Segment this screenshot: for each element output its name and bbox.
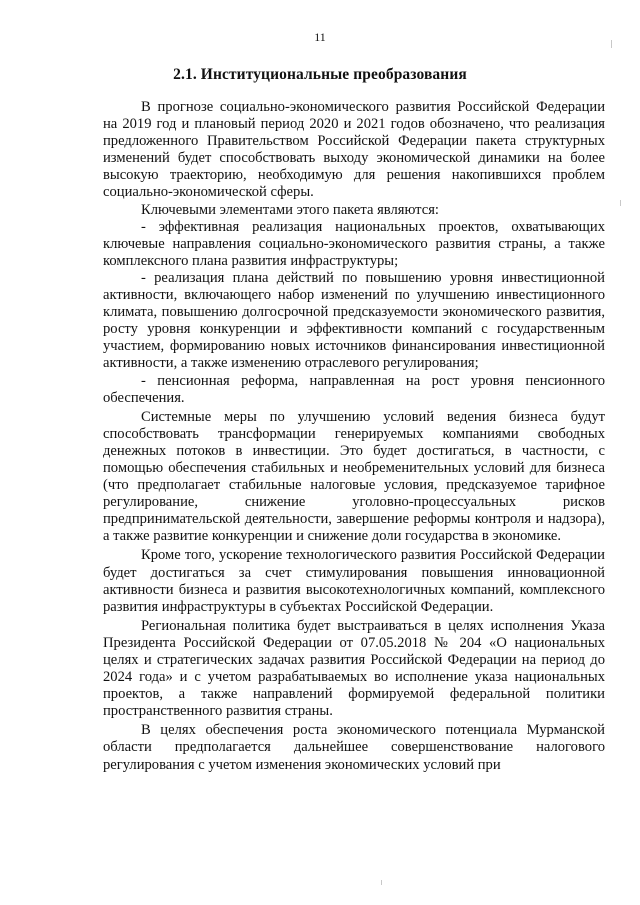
scan-mark <box>611 40 612 48</box>
paragraph: Ключевыми элементами этого пакета являются: <box>141 201 439 218</box>
paragraph: Системные меры по улучшению условий ведения бизнеса будут способствовать трансформации генерируемых компаниями свободных денежных потоков в инвестиции. Это будет достигаться, в частности, с помощью обеспечения стабильных и необременительных условий для бизнеса (что предполагает стабильные налоговые условия, предсказуемое тарифное регулирование, снижение уголовно-процессуальных рисков предпринимательской деятельности, завершение реформы контроля и надзора), а также развитие конкуренции и снижение доли государства в экономике. <box>103 408 605 545</box>
page-number: 11 <box>314 30 326 44</box>
scan-mark <box>381 880 382 885</box>
list-item: - пенсионная реформа, направленная на рост уровня пенсионного обеспечения. <box>103 372 605 406</box>
paragraph: В прогнозе социально-экономического развития Российской Федерации на 2019 год и плановый период 2020 и 2021 годов обозначено, что реализация предложенного Правительством Российской Федерации пакета структурных изменений будет способствовать выходу экономической динамики на более высокую траекторию, необходимую для решения накопившихся проблем социально-экономической сферы. <box>103 99 605 201</box>
scan-mark <box>620 200 621 206</box>
paragraph: Кроме того, ускорение технологического развития Российской Федерации будет достигаться за счет стимулирования повышения инновационной активности бизнеса и развития высокотехнологичных компаний, комплексного развития инфраструктуры в субъектах Российской Федерации. <box>103 547 605 615</box>
list-item: - эффективная реализация национальных проектов, охватывающих ключевые направления социально-экономического развития страны, а также комплексного плана развития инфраструктуры; <box>103 218 605 269</box>
section-heading: 2.1. Институциональные преобразования <box>173 66 467 83</box>
list-item: - реализация плана действий по повышению уровня инвестиционной активности, включающего набор изменений по улучшению инвестиционного климата, повышению долгосрочной предсказуемости экономического развития, росту уровня конкуренции и эффективности компаний с государственным участием, формированию новых источников финансирования инвестиционной активности, а также изменению отраслевого регулирования; <box>103 269 605 372</box>
paragraph: Региональная политика будет выстраиваться в целях исполнения Указа Президента Российской Федерации от 07.05.2018 № 204 «О национальных целях и стратегических задачах развития Российской Федерации на период до 2024 года» и с учетом разрабатываемых во исполнение указа национальных проектов, а также направлений формируемой федеральной политики пространственного развития страны. <box>103 617 605 720</box>
body-text <box>103 99 605 774</box>
paragraph: В целях обеспечения роста экономического потенциала Мурманской области предполагается дальнейшее совершенствование налогового регулирования с учетом изменения экономических условий при <box>103 722 605 773</box>
